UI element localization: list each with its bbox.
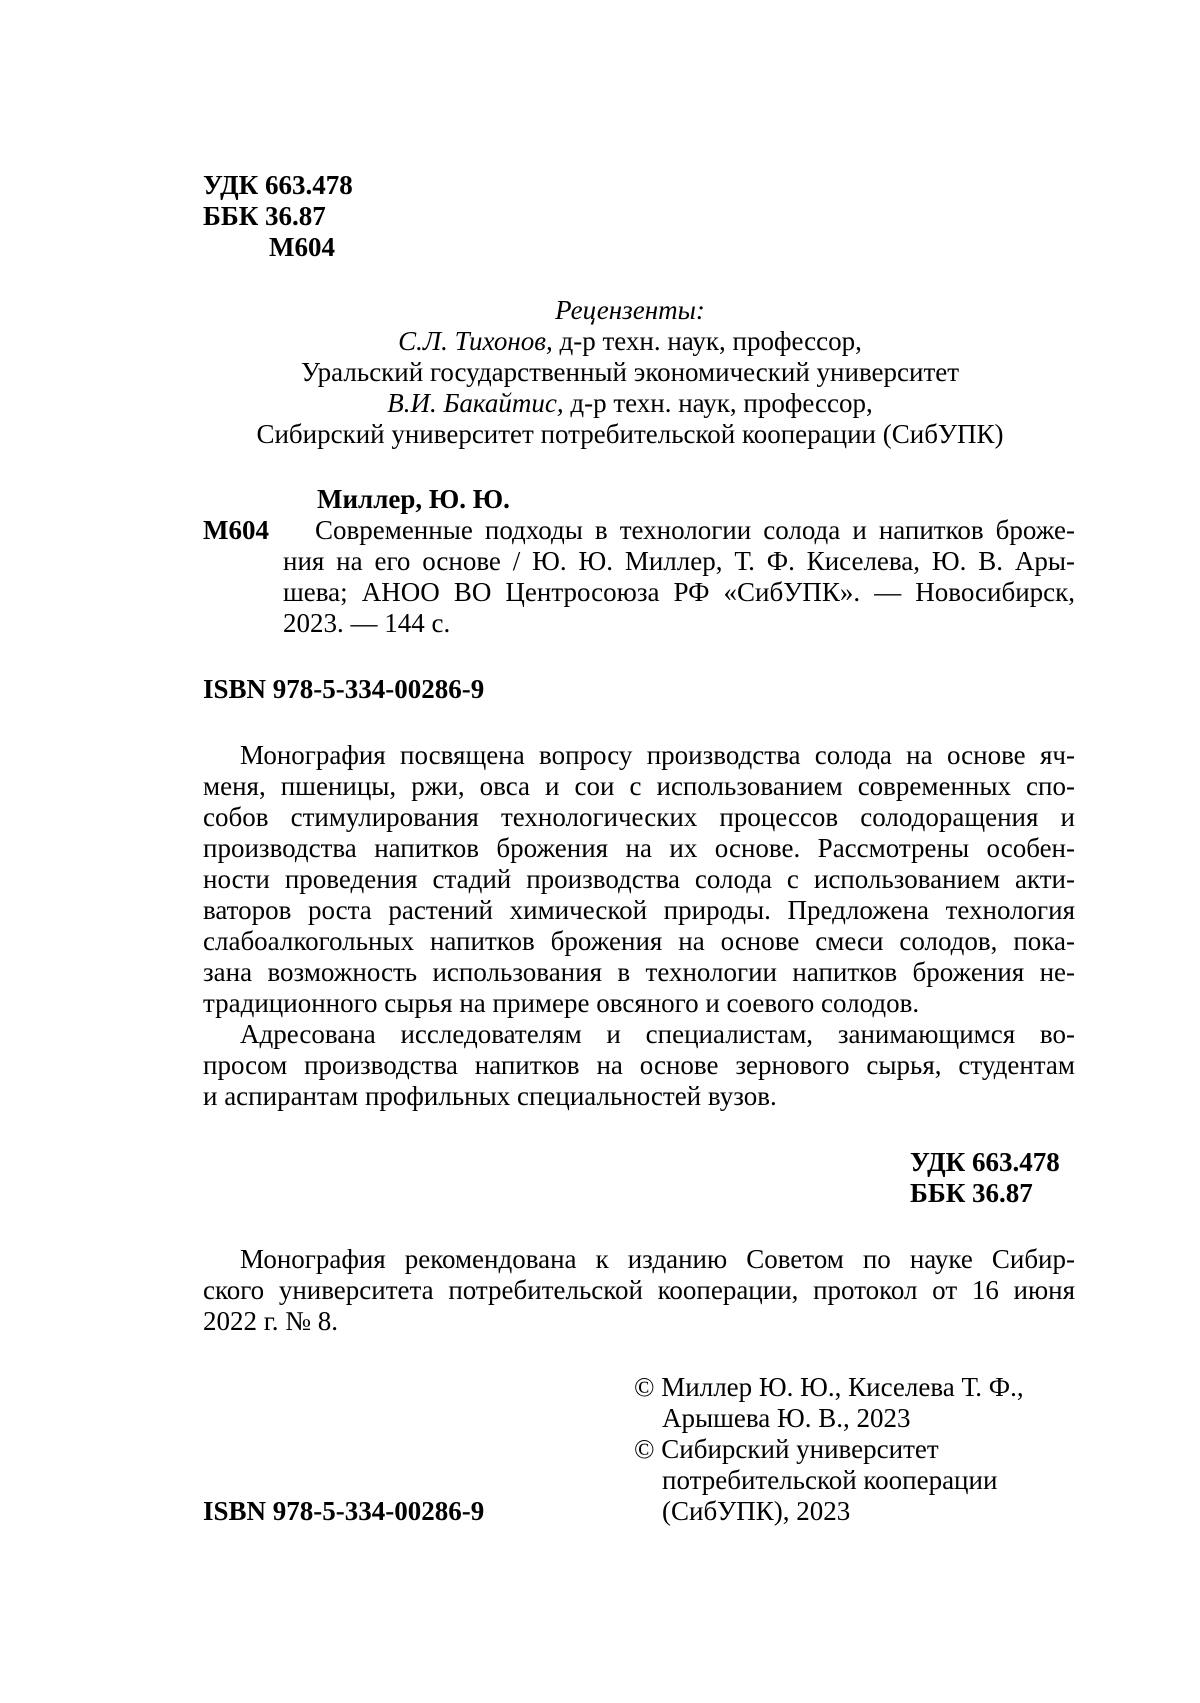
bib-author: Миллер, Ю. Ю. — [317, 484, 510, 515]
reviewer-2 — [200, 388, 1060, 419]
abstract-p2-line-1: Адресована исследователям и специалистам, занимающимся во- — [240, 1019, 1075, 1050]
bib-mark: М604 — [203, 515, 269, 546]
bbk-code: ББК 36.87 — [203, 201, 326, 232]
copyright-authors-line-1: © Миллер Ю. Ю., Киселева Т. Ф., — [634, 1372, 1024, 1403]
recommendation-line-1: Монография рекомендована к изданию Советом по науке Сибир- — [240, 1244, 1075, 1275]
author-mark: М604 — [269, 232, 335, 263]
abstract-p1-line-2: меня, пшеницы, ржи, овса и сои с использованием современных спо- — [203, 771, 1075, 802]
udk-code-right: УДК 663.478 — [910, 1147, 1060, 1178]
isbn-top: ISBN 978-5-334-00286-9 — [203, 674, 484, 705]
bbk-code-right: ББК 36.87 — [910, 1178, 1033, 1209]
abstract-p1-line-8: зана возможность использования в технологии напитков брожения не- — [203, 957, 1075, 988]
abstract-p1-line-6: ваторов роста растений химической природы. Предложена технология — [203, 895, 1075, 926]
bib-line-4: 2023. — 144 с. — [283, 608, 450, 639]
abstract-p1-line-9: традиционного сырья на примере овсяного и соевого солодов. — [203, 988, 919, 1019]
reviewer-2-org: Сибирский университет потребительской кооперации (СибУПК) — [200, 419, 1060, 450]
abstract-p1-line-4: производства напитков брожения на их основе. Рассмотрены особен- — [203, 833, 1075, 864]
reviewer-1-name: С.Л. Тихонов, — [398, 326, 553, 356]
reviewer-2-degree: д-р техн. наук, профессор, — [564, 388, 873, 418]
reviewer-1-degree: д-р техн. наук, профессор, — [553, 326, 862, 356]
udk-code: УДК 663.478 — [203, 170, 353, 201]
abstract-p1-line-5: ности проведения стадий производства солода с использованием акти- — [203, 864, 1075, 895]
copyright-authors-line-2: Арышева Ю. В., 2023 — [662, 1403, 911, 1434]
abstract-p1-line-3: собов стимулирования технологических процессов солодоращения и — [203, 802, 1075, 833]
copyright-org-line-1: © Сибирский университет — [634, 1434, 939, 1465]
bib-line-1: Современные подходы в технологии солода и напитков броже- — [315, 515, 1075, 546]
isbn-bottom: ISBN 978-5-334-00286-9 — [203, 1496, 484, 1527]
recommendation-line-3: 2022 г. № 8. — [203, 1306, 338, 1337]
abstract-p2-line-2: просом производства напитков на основе зернового сырья, студентам — [203, 1050, 1075, 1081]
recommendation-line-2: ского университета потребительской кооперации, протокол от 16 июня — [203, 1275, 1075, 1306]
reviewer-1-org: Уральский государственный экономический университет — [200, 357, 1060, 388]
abstract-p1-line-7: слабоалкогольных напитков брожения на основе смеси солодов, пока- — [203, 926, 1075, 957]
bib-line-2: ния на его основе / Ю. Ю. Миллер, Т. Ф. Киселева, Ю. В. Ары- — [283, 546, 1075, 577]
reviewer-1 — [200, 326, 1060, 357]
copyright-org-line-3: (СибУПК), 2023 — [662, 1496, 850, 1527]
abstract-p1-line-1: Монография посвящена вопросу производства солода на основе яч- — [240, 740, 1075, 771]
reviewers-title: Рецензенты: — [200, 295, 1060, 326]
bib-line-3: шева; АНОО ВО Центросоюза РФ «СибУПК». — Новосибирск, — [283, 577, 1075, 608]
copyright-org-line-2: потребительской кооперации — [662, 1465, 997, 1496]
abstract-p2-line-3: и аспирантам профильных специальностей вузов. — [203, 1081, 777, 1112]
reviewers-block — [200, 295, 1060, 450]
reviewer-2-name: В.И. Бакайтис, — [387, 388, 563, 418]
